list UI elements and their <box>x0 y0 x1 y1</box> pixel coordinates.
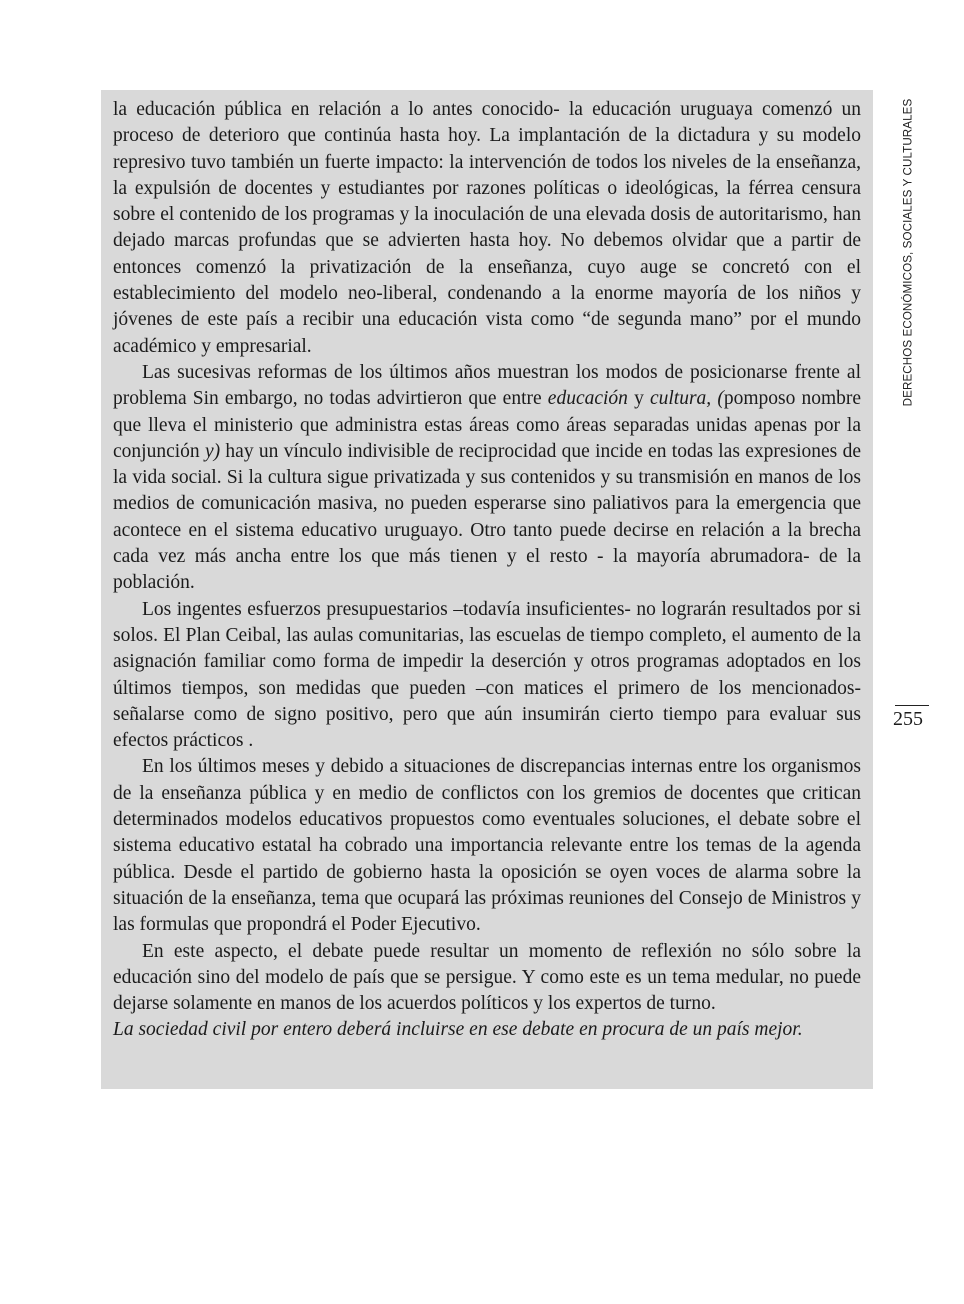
paragraph-2-italic-cultura: cultura, <box>649 388 712 410</box>
paragraph-2-text-2: y <box>627 388 650 410</box>
running-header <box>893 100 923 404</box>
paragraph-2-italic-paren: ( <box>717 388 724 410</box>
closing-italic-sentence: La sociedad civil por entero deberá incluirse en ese debate en procura de un país mejor. <box>113 1019 803 1041</box>
paragraph-2-italic-y: y) <box>204 440 221 462</box>
running-header-text: DERECHOS ECONÓMICOS, SOCIALES Y CULTURALES <box>901 98 915 406</box>
paragraph-2-text-1: Las sucesivas reformas de los últimos años muestran los modos de posicionarse frente al problema Sin embargo, no todas advirtieron que entre <box>113 361 861 410</box>
paragraph-2-text-5: hay un vínculo indivisible de reciprocidad que incide en todas las expresiones de la vida social. Si la cultura sigue privatizada y sus contenidos y su transmisión en manos de los medios de comunicación masiva, no pueden esperarse sino paliativos para la emergencia que acontece en el sistema educativo uruguayo. Otro tanto puede decirse en relación a la brecha cada vez más ancha entre los que más tienen y el resto - la mayoría abrumadora- de la población. <box>113 440 861 594</box>
paragraph-1: la educación pública en relación a lo antes conocido- la educación uruguaya comenzó un proceso de deterioro que continúa hasta hoy. La implantación de la dictadura y su modelo represivo tuvo también un fuerte impacto: la intervención de todos los niveles de la enseñanza, la expulsión de docentes y estudiantes por razones políticas o ideológicas, la férrea censura sobre el contenido de los programas y la inoculación de una elevada dosis de autoritarismo, han dejado marcas profundas que se advierten hasta hoy. No debemos olvidar que a partir de entonces comenzó la privatización de la enseñanza, cuyo auge se concretó con el establecimiento del modelo neo-liberal, condenando a la enorme mayoría de los niños y jóvenes de este país a recibir una educación vista como “de segunda mano” por el mundo académico y empresarial. <box>113 99 861 357</box>
paragraph-2-text-4: pomposo nombre que lleva el ministerio que administra estas áreas como áreas separadas unidas apenas por la conjunción <box>113 388 862 462</box>
paragraph-4: En los últimos meses y debido a situaciones de discrepancias internas entre los organismos de la enseñanza pública y en medio de conflictos con los gremios de docentes que critican determinados modelos educativos propuestos como eventuales soluciones, el debate sobre el sistema educativo estatal ha cobrado una importancia relevante entre los temas de la agenda pública. Desde el partido de gobierno hasta la oposición se oyen voces de alarma sobre la situación de la enseñanza, tema que ocupará las próximas reuniones del Consejo de Ministros y las formulas que propondrá el Poder Ejecutivo. <box>113 756 861 936</box>
page-number: 255 <box>893 708 923 730</box>
paragraph-2 <box>113 360 861 597</box>
page-number-rule <box>895 705 929 706</box>
paragraph-5: En este aspecto, el debate puede resultar un momento de reflexión no sólo sobre la educación sino del modelo de país que se persigue. Y como este es un tema medular, no puede dejarse solamente en manos de los acuerdos políticos y los expertos de turno. <box>113 940 861 1015</box>
paragraph-3: Los ingentes esfuerzos presupuestarios –todavía insuficientes- no lograrán resultados por si solos. El Plan Ceibal, las aulas comunitarias, las escuelas de tiempo completo, el aumento de la asignación familiar como forma de impedir la deserción y otros programas adoptados en los últimos tiempos, son medidas que pueden –con matices el primero de los mencionados- señalarse como de signo positivo, pero que aún insumirán cierto tiempo para evaluar sus efectos prácticos . <box>113 598 861 752</box>
body-text <box>113 97 861 1044</box>
paragraph-2-italic-educacion: educación <box>547 388 628 410</box>
